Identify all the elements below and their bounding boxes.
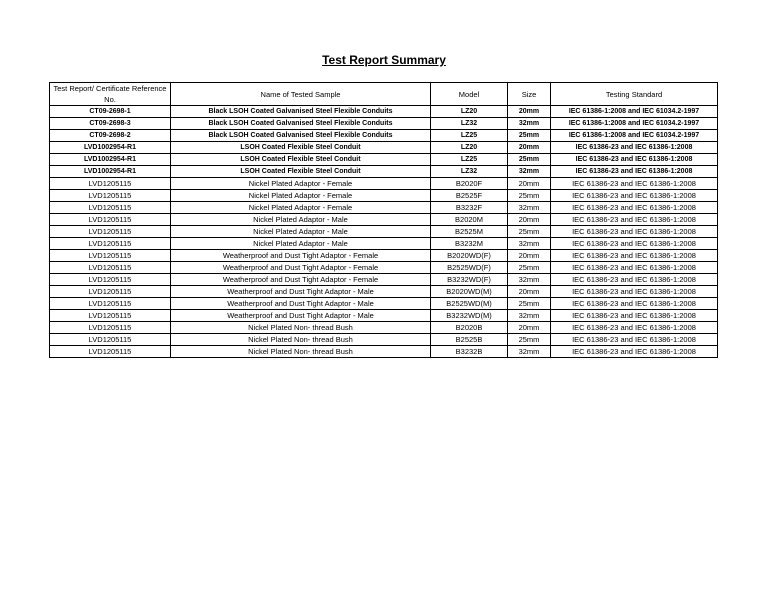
cell-sample-name: Nickel Plated Adaptor - Male [171, 214, 431, 226]
cell-reference: LVD1205115 [50, 238, 171, 250]
cell-reference: CT09-2698-1 [50, 106, 171, 118]
cell-reference: LVD1205115 [50, 298, 171, 310]
cell-reference: LVD1205115 [50, 178, 171, 190]
table-row [50, 118, 718, 130]
table-row [50, 106, 718, 118]
cell-standard: IEC 61386-23 and IEC 61386-1:2008 [551, 214, 718, 226]
cell-sample-name: Nickel Plated Adaptor - Female [171, 190, 431, 202]
cell-model: B2020B [431, 322, 508, 334]
table-row [50, 214, 718, 226]
cell-sample-name: Nickel Plated Adaptor - Male [171, 238, 431, 250]
cell-reference: LVD1205115 [50, 274, 171, 286]
cell-sample-name: Black LSOH Coated Galvanised Steel Flexible Conduits [171, 130, 431, 142]
table-row [50, 238, 718, 250]
cell-reference: LVD1205115 [50, 322, 171, 334]
cell-standard: IEC 61386-1:2008 and IEC 61034.2-1997 [551, 118, 718, 130]
cell-standard: IEC 61386-23 and IEC 61386-1:2008 [551, 190, 718, 202]
cell-sample-name: Black LSOH Coated Galvanised Steel Flexible Conduits [171, 118, 431, 130]
cell-reference: CT09-2698-2 [50, 130, 171, 142]
cell-model: B3232M [431, 238, 508, 250]
cell-model: B2020WD(F) [431, 250, 508, 262]
cell-size: 20mm [508, 286, 551, 298]
cell-sample-name: Weatherproof and Dust Tight Adaptor - Male [171, 310, 431, 322]
cell-size: 32mm [508, 202, 551, 214]
table-header [50, 83, 718, 106]
cell-sample-name: Nickel Plated Adaptor - Female [171, 178, 431, 190]
cell-sample-name: Weatherproof and Dust Tight Adaptor - Female [171, 250, 431, 262]
cell-reference: LVD1205115 [50, 202, 171, 214]
cell-sample-name: Weatherproof and Dust Tight Adaptor - Male [171, 286, 431, 298]
cell-sample-name: Nickel Plated Non- thread Bush [171, 322, 431, 334]
table-row [50, 226, 718, 238]
cell-standard: IEC 61386-23 and IEC 61386-1:2008 [551, 262, 718, 274]
cell-size: 25mm [508, 190, 551, 202]
cell-model: B2525F [431, 190, 508, 202]
cell-size: 32mm [508, 118, 551, 130]
cell-standard: IEC 61386-23 and IEC 61386-1:2008 [551, 226, 718, 238]
cell-sample-name: Weatherproof and Dust Tight Adaptor - Male [171, 298, 431, 310]
cell-reference: LVD1205115 [50, 214, 171, 226]
cell-reference: LVD1205115 [50, 346, 171, 358]
cell-sample-name: Nickel Plated Adaptor - Female [171, 202, 431, 214]
cell-sample-name: Weatherproof and Dust Tight Adaptor - Female [171, 262, 431, 274]
cell-model: B2525WD(M) [431, 298, 508, 310]
cell-reference: LVD1205115 [50, 262, 171, 274]
table-body [50, 106, 718, 358]
cell-model: B2020F [431, 178, 508, 190]
cell-sample-name: Nickel Plated Non- thread Bush [171, 334, 431, 346]
cell-standard: IEC 61386-23 and IEC 61386-1:2008 [551, 166, 718, 178]
table-row [50, 142, 718, 154]
cell-reference: LVD1002954-R1 [50, 166, 171, 178]
table-row [50, 334, 718, 346]
cell-size: 25mm [508, 298, 551, 310]
cell-model: LZ32 [431, 166, 508, 178]
cell-sample-name: Weatherproof and Dust Tight Adaptor - Female [171, 274, 431, 286]
cell-standard: IEC 61386-23 and IEC 61386-1:2008 [551, 178, 718, 190]
cell-reference: LVD1205115 [50, 250, 171, 262]
cell-sample-name: Black LSOH Coated Galvanised Steel Flexible Conduits [171, 106, 431, 118]
cell-reference: LVD1205115 [50, 334, 171, 346]
cell-model: LZ20 [431, 142, 508, 154]
column-header-reference: Test Report/ Certificate Reference No. [50, 83, 171, 106]
cell-model: B2525M [431, 226, 508, 238]
column-header-size: Size [508, 83, 551, 106]
table-row [50, 130, 718, 142]
cell-size: 32mm [508, 166, 551, 178]
cell-reference: LVD1205115 [50, 310, 171, 322]
table-row [50, 250, 718, 262]
cell-sample-name: LSOH Coated Flexible Steel Conduit [171, 166, 431, 178]
cell-model: LZ32 [431, 118, 508, 130]
report-table [49, 82, 718, 358]
cell-size: 20mm [508, 106, 551, 118]
cell-model: B3232F [431, 202, 508, 214]
cell-model: LZ25 [431, 154, 508, 166]
cell-size: 32mm [508, 346, 551, 358]
cell-model: LZ25 [431, 130, 508, 142]
cell-model: LZ20 [431, 106, 508, 118]
cell-size: 20mm [508, 214, 551, 226]
cell-sample-name: LSOH Coated Flexible Steel Conduit [171, 154, 431, 166]
cell-standard: IEC 61386-23 and IEC 61386-1:2008 [551, 238, 718, 250]
cell-reference: LVD1002954-R1 [50, 142, 171, 154]
cell-size: 20mm [508, 178, 551, 190]
page-title: Test Report Summary [322, 53, 446, 67]
cell-size: 25mm [508, 262, 551, 274]
cell-standard: IEC 61386-1:2008 and IEC 61034.2-1997 [551, 106, 718, 118]
table-row [50, 322, 718, 334]
cell-size: 25mm [508, 334, 551, 346]
cell-model: B3232WD(F) [431, 274, 508, 286]
table-row [50, 190, 718, 202]
cell-standard: IEC 61386-1:2008 and IEC 61034.2-1997 [551, 130, 718, 142]
cell-standard: IEC 61386-23 and IEC 61386-1:2008 [551, 346, 718, 358]
cell-standard: IEC 61386-23 and IEC 61386-1:2008 [551, 250, 718, 262]
cell-model: B2525WD(F) [431, 262, 508, 274]
cell-model: B3232WD(M) [431, 310, 508, 322]
cell-sample-name: Nickel Plated Non- thread Bush [171, 346, 431, 358]
cell-model: B3232B [431, 346, 508, 358]
table-row [50, 298, 718, 310]
cell-size: 25mm [508, 130, 551, 142]
table-row [50, 286, 718, 298]
cell-model: B2020M [431, 214, 508, 226]
cell-standard: IEC 61386-23 and IEC 61386-1:2008 [551, 154, 718, 166]
cell-size: 25mm [508, 226, 551, 238]
cell-reference: LVD1205115 [50, 226, 171, 238]
table-row [50, 274, 718, 286]
cell-standard: IEC 61386-23 and IEC 61386-1:2008 [551, 286, 718, 298]
table-row [50, 154, 718, 166]
cell-reference: CT09-2698-3 [50, 118, 171, 130]
cell-size: 32mm [508, 274, 551, 286]
cell-size: 20mm [508, 250, 551, 262]
cell-sample-name: Nickel Plated Adaptor - Male [171, 226, 431, 238]
table-row [50, 202, 718, 214]
cell-standard: IEC 61386-23 and IEC 61386-1:2008 [551, 274, 718, 286]
cell-standard: IEC 61386-23 and IEC 61386-1:2008 [551, 334, 718, 346]
cell-standard: IEC 61386-23 and IEC 61386-1:2008 [551, 322, 718, 334]
cell-sample-name: LSOH Coated Flexible Steel Conduit [171, 142, 431, 154]
cell-size: 32mm [508, 238, 551, 250]
cell-reference: LVD1205115 [50, 190, 171, 202]
table-row [50, 310, 718, 322]
table-row [50, 346, 718, 358]
table-row [50, 262, 718, 274]
cell-standard: IEC 61386-23 and IEC 61386-1:2008 [551, 142, 718, 154]
header-row [50, 83, 718, 106]
cell-model: B2020WD(M) [431, 286, 508, 298]
column-header-sample-name: Name of Tested Sample [171, 83, 431, 106]
table-row [50, 178, 718, 190]
cell-reference: LVD1002954-R1 [50, 154, 171, 166]
cell-size: 32mm [508, 310, 551, 322]
cell-size: 20mm [508, 322, 551, 334]
cell-size: 20mm [508, 142, 551, 154]
cell-size: 25mm [508, 154, 551, 166]
cell-reference: LVD1205115 [50, 286, 171, 298]
cell-model: B2525B [431, 334, 508, 346]
table-row [50, 166, 718, 178]
column-header-model: Model [431, 83, 508, 106]
cell-standard: IEC 61386-23 and IEC 61386-1:2008 [551, 202, 718, 214]
cell-standard: IEC 61386-23 and IEC 61386-1:2008 [551, 298, 718, 310]
cell-standard: IEC 61386-23 and IEC 61386-1:2008 [551, 310, 718, 322]
column-header-standard: Testing Standard [551, 83, 718, 106]
